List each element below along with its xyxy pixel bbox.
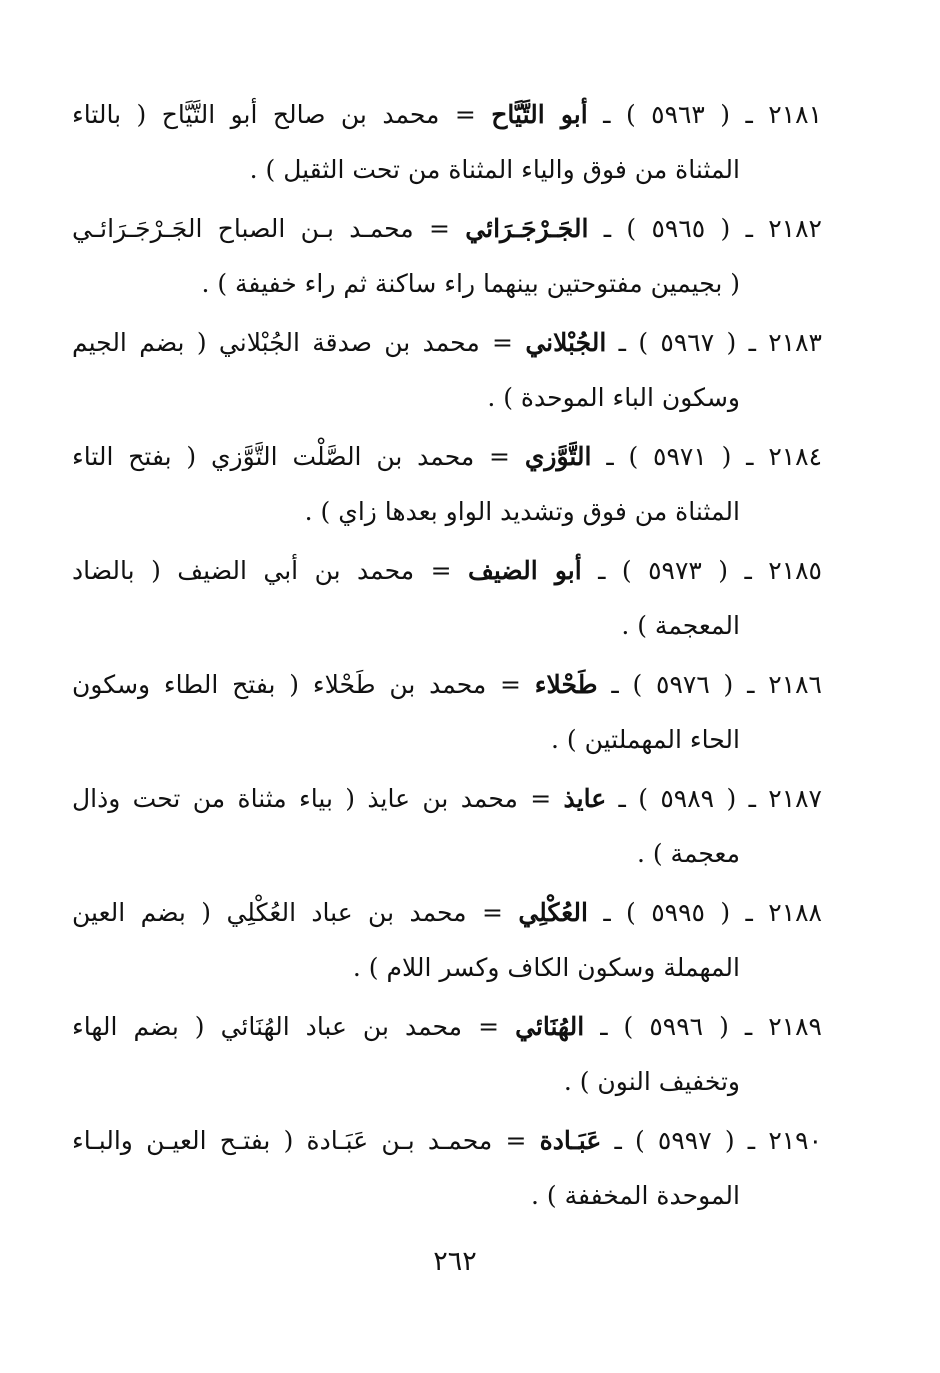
entry-2186: [72, 658, 822, 772]
entry-reference: ـ ( ٥٩٦٣ ) ـ: [603, 100, 753, 129]
entry-headword: أبو الضيف: [467, 556, 582, 585]
entry-reference: ـ ( ٥٩٨٩ ) ـ: [618, 784, 756, 813]
entry-text: = محمد بن صالح أبو التَّيَّاح ( بالتاء: [72, 100, 476, 129]
entry-number: ٢١٨٢: [768, 214, 822, 243]
entry-text: = محمـد بـن عَبَـادة ( بفتـح العيـن والبـاء: [72, 1126, 527, 1155]
entry-headword: العُكْلِي: [518, 898, 588, 927]
entry-2190: [72, 1114, 822, 1228]
entry-first-line: [72, 772, 822, 826]
entry-number: ٢١٨٧: [768, 784, 822, 813]
entry-continuation: وسكون الباء الموحدة ) .: [487, 383, 740, 412]
entry-continuation: وتخفيف النون ) .: [563, 1067, 740, 1096]
entry-headword: التَّوَّزي: [524, 442, 592, 471]
entry-continuation: المهملة وسكون الكاف وكسر اللام ) .: [352, 953, 740, 982]
entry-headword: طَحْلاء: [534, 670, 598, 699]
entry-reference: ـ ( ٥٩٩٧ ) ـ: [614, 1126, 756, 1155]
entry-continuation: الموحدة المخففة ) .: [531, 1181, 740, 1210]
entry-text: = محمد بن عايذ ( بياء مثناة من تحت وذال: [72, 784, 552, 813]
page-number: ٢٦٢: [433, 1246, 477, 1277]
entry-2181: [72, 88, 822, 202]
entry-number: ٢١٨٦: [768, 670, 822, 699]
entry-2184: [72, 430, 822, 544]
entry-reference: ـ ( ٥٩٦٧ ) ـ: [618, 328, 756, 357]
entry-2189: [72, 1000, 822, 1114]
entry-first-line: [72, 316, 822, 370]
entry-text: = محمد بن الصَّلْت التَّوَّزي ( بفتح التاء: [72, 442, 510, 471]
entry-continuation: الحاء المهملتين ) .: [550, 725, 740, 754]
entry-2185: [72, 544, 822, 658]
entry-headword: عايذ: [563, 784, 607, 813]
entry-text: = محمد بن أبي الضيف ( بالضاد: [72, 556, 452, 585]
entry-continuation: ( بجيمين مفتوحتين بينهما راء ساكنة ثم راء خفيفة ) .: [201, 269, 740, 298]
entry-headword: الجَـرْجَـرَائي: [465, 214, 589, 243]
entry-continuation: المثناة من فوق وتشديد الواو بعدها زاي ) .: [304, 497, 740, 526]
entry-reference: ـ ( ٥٩٧٣ ) ـ: [598, 556, 752, 585]
entry-text: = محمد بن عباد العُكْلِي ( بضم العين: [72, 898, 503, 927]
entry-2187: [72, 772, 822, 886]
entry-number: ٢١٨٨: [768, 898, 822, 927]
entry-2183: [72, 316, 822, 430]
entry-first-line: [72, 430, 822, 484]
entry-number: ٢١٨١: [768, 100, 822, 129]
entry-number: ٢١٩٠: [768, 1126, 822, 1155]
entry-first-line: [72, 88, 822, 142]
entry-text: = محمد بن طَحْلاء ( بفتح الطاء وسكون: [72, 670, 521, 699]
entry-text: = محمـد بـن الصباح الجَـرْجَـرَائـي: [72, 214, 450, 243]
entry-first-line: [72, 1000, 822, 1054]
entry-headword: عَبَـادة: [539, 1126, 602, 1155]
entry-first-line: [72, 658, 822, 712]
entry-reference: ـ ( ٥٩٩٥ ) ـ: [603, 898, 753, 927]
entry-text: = محمد بن عباد الهُنَائي ( بضم الهاء: [72, 1012, 500, 1041]
entries-list: [72, 88, 822, 1228]
entry-headword: الهُنَائي: [515, 1012, 585, 1041]
entry-first-line: [72, 544, 822, 598]
entry-first-line: [72, 1114, 822, 1168]
entry-2188: [72, 886, 822, 1000]
entry-reference: ـ ( ٥٩٦٥ ) ـ: [603, 214, 753, 243]
entry-first-line: [72, 202, 822, 256]
entry-text: = محمد بن صدقة الجُبْلاني ( بضم الجيم: [72, 328, 513, 357]
entry-first-line: [72, 886, 822, 940]
entry-number: ٢١٨٩: [768, 1012, 822, 1041]
entry-continuation: معجمة ) .: [636, 839, 740, 868]
entry-headword: الجُبْلاني: [525, 328, 607, 357]
entry-2182: [72, 202, 822, 316]
entry-number: ٢١٨٣: [768, 328, 822, 357]
entry-continuation: المثناة من فوق والياء المثناة من تحت الثقيل ) .: [249, 155, 740, 184]
entry-headword: أبو التَّيَّاح: [491, 100, 588, 129]
entry-reference: ـ ( ٥٩٧١ ) ـ: [606, 442, 754, 471]
entry-reference: ـ ( ٥٩٧٦ ) ـ: [611, 670, 755, 699]
entry-number: ٢١٨٥: [768, 556, 822, 585]
entry-continuation: المعجمة ) .: [621, 611, 740, 640]
entry-number: ٢١٨٤: [768, 442, 822, 471]
entry-reference: ـ ( ٥٩٩٦ ) ـ: [600, 1012, 753, 1041]
